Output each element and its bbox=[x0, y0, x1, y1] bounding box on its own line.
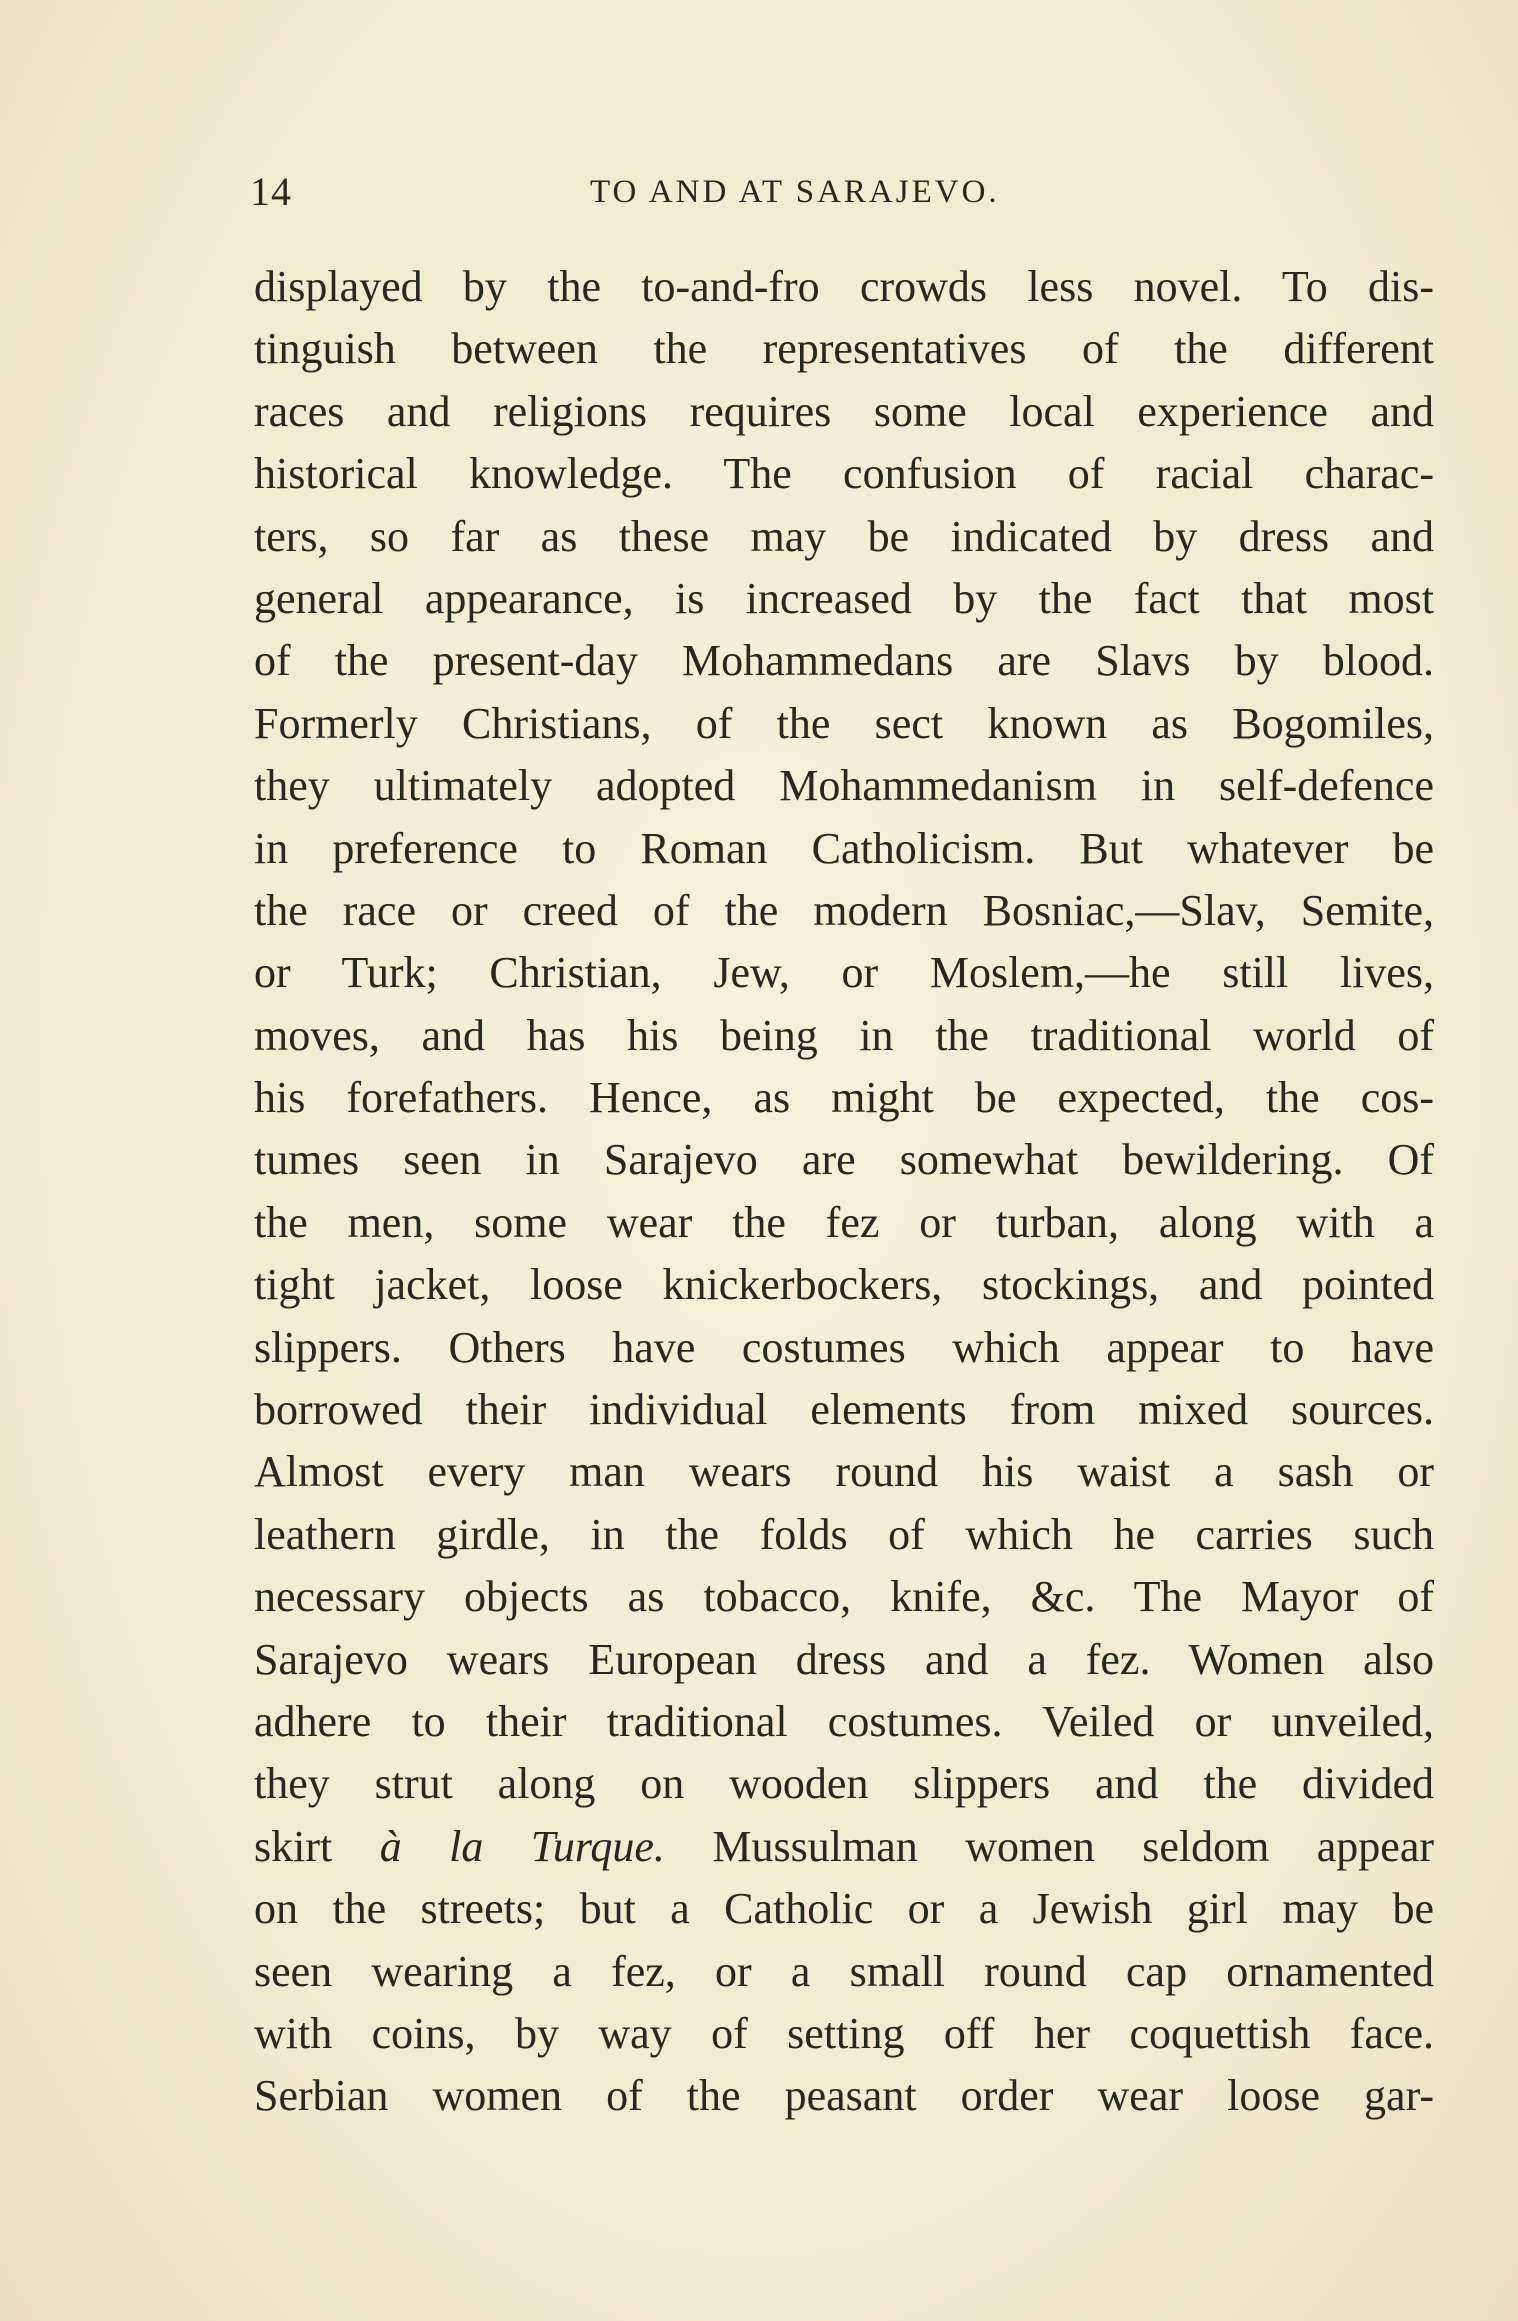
text-line: or Turk; Christian, Jew, or Moslem,—he still lives, bbox=[254, 948, 1434, 998]
text-line: of the present-day Mohammedans are Slavs by blood. bbox=[254, 636, 1434, 686]
page-number: 14 bbox=[250, 169, 292, 214]
text-line: historical knowledge. The confusion of racial charac- bbox=[254, 449, 1434, 499]
text-line: adhere to their traditional costumes. Veiled or unveiled, bbox=[254, 1696, 1434, 1746]
text-line: ters, so far as these may be indicated by dress and bbox=[254, 511, 1434, 561]
text-line: tinguish between the representatives of the different bbox=[254, 324, 1434, 374]
body-text bbox=[254, 256, 1434, 2128]
text-line: they strut along on wooden slippers and the divided bbox=[254, 1759, 1434, 1809]
italic-phrase: à la Turque. bbox=[379, 1821, 665, 1871]
text-line: in preference to Roman Catholicism. But whatever be bbox=[254, 823, 1434, 873]
text-line: borrowed their individual elements from mixed sources. bbox=[254, 1385, 1434, 1435]
text-line: Formerly Christians, of the sect known as Bogomiles, bbox=[254, 698, 1434, 748]
text-line: leathern girdle, in the folds of which he carries such bbox=[254, 1509, 1434, 1559]
text-segment: Mussulman women seldom appear bbox=[664, 1821, 1434, 1871]
text-line: seen wearing a fez, or a small round cap ornamented bbox=[254, 1946, 1434, 1996]
text-line: general appearance, is increased by the fact that most bbox=[254, 573, 1434, 623]
text-line: tight jacket, loose knickerbockers, stockings, and pointed bbox=[254, 1260, 1434, 1310]
text-line: tumes seen in Sarajevo are somewhat bewildering. Of bbox=[254, 1135, 1434, 1185]
text-line: they ultimately adopted Mohammedanism in self-defence bbox=[254, 761, 1434, 811]
page-header bbox=[250, 168, 1430, 224]
running-title: TO AND AT SARAJEVO. bbox=[590, 174, 1000, 210]
text-line: slippers. Others have costumes which appear to have bbox=[254, 1322, 1434, 1372]
text-line-with-italic bbox=[254, 1816, 1434, 1878]
text-line: Sarajevo wears European dress and a fez. Women also bbox=[254, 1634, 1434, 1684]
text-line: the men, some wear the fez or turban, along with a bbox=[254, 1197, 1434, 1247]
text-line: races and religions requires some local experience and bbox=[254, 386, 1434, 436]
text-line: displayed by the to-and-fro crowds less novel. To dis- bbox=[254, 262, 1434, 311]
text-line: his forefathers. Hence, as might be expected, the cos- bbox=[254, 1073, 1434, 1123]
text-line: on the streets; but a Catholic or a Jewish girl may be bbox=[254, 1884, 1434, 1934]
text-line: the race or creed of the modern Bosniac,—Slav, Semite, bbox=[254, 885, 1434, 935]
text-line: Serbian women of the peasant order wear loose gar- bbox=[254, 2071, 1434, 2121]
text-segment: skirt bbox=[254, 1821, 380, 1871]
text-line: Almost every man wears round his waist a sash or bbox=[254, 1447, 1434, 1497]
text-line: necessary objects as tobacco, knife, &c. The Mayor of bbox=[254, 1572, 1434, 1622]
text-line: with coins, by way of setting off her coquettish face. bbox=[254, 2008, 1434, 2058]
text-line: moves, and has his being in the traditional world of bbox=[254, 1010, 1434, 1060]
